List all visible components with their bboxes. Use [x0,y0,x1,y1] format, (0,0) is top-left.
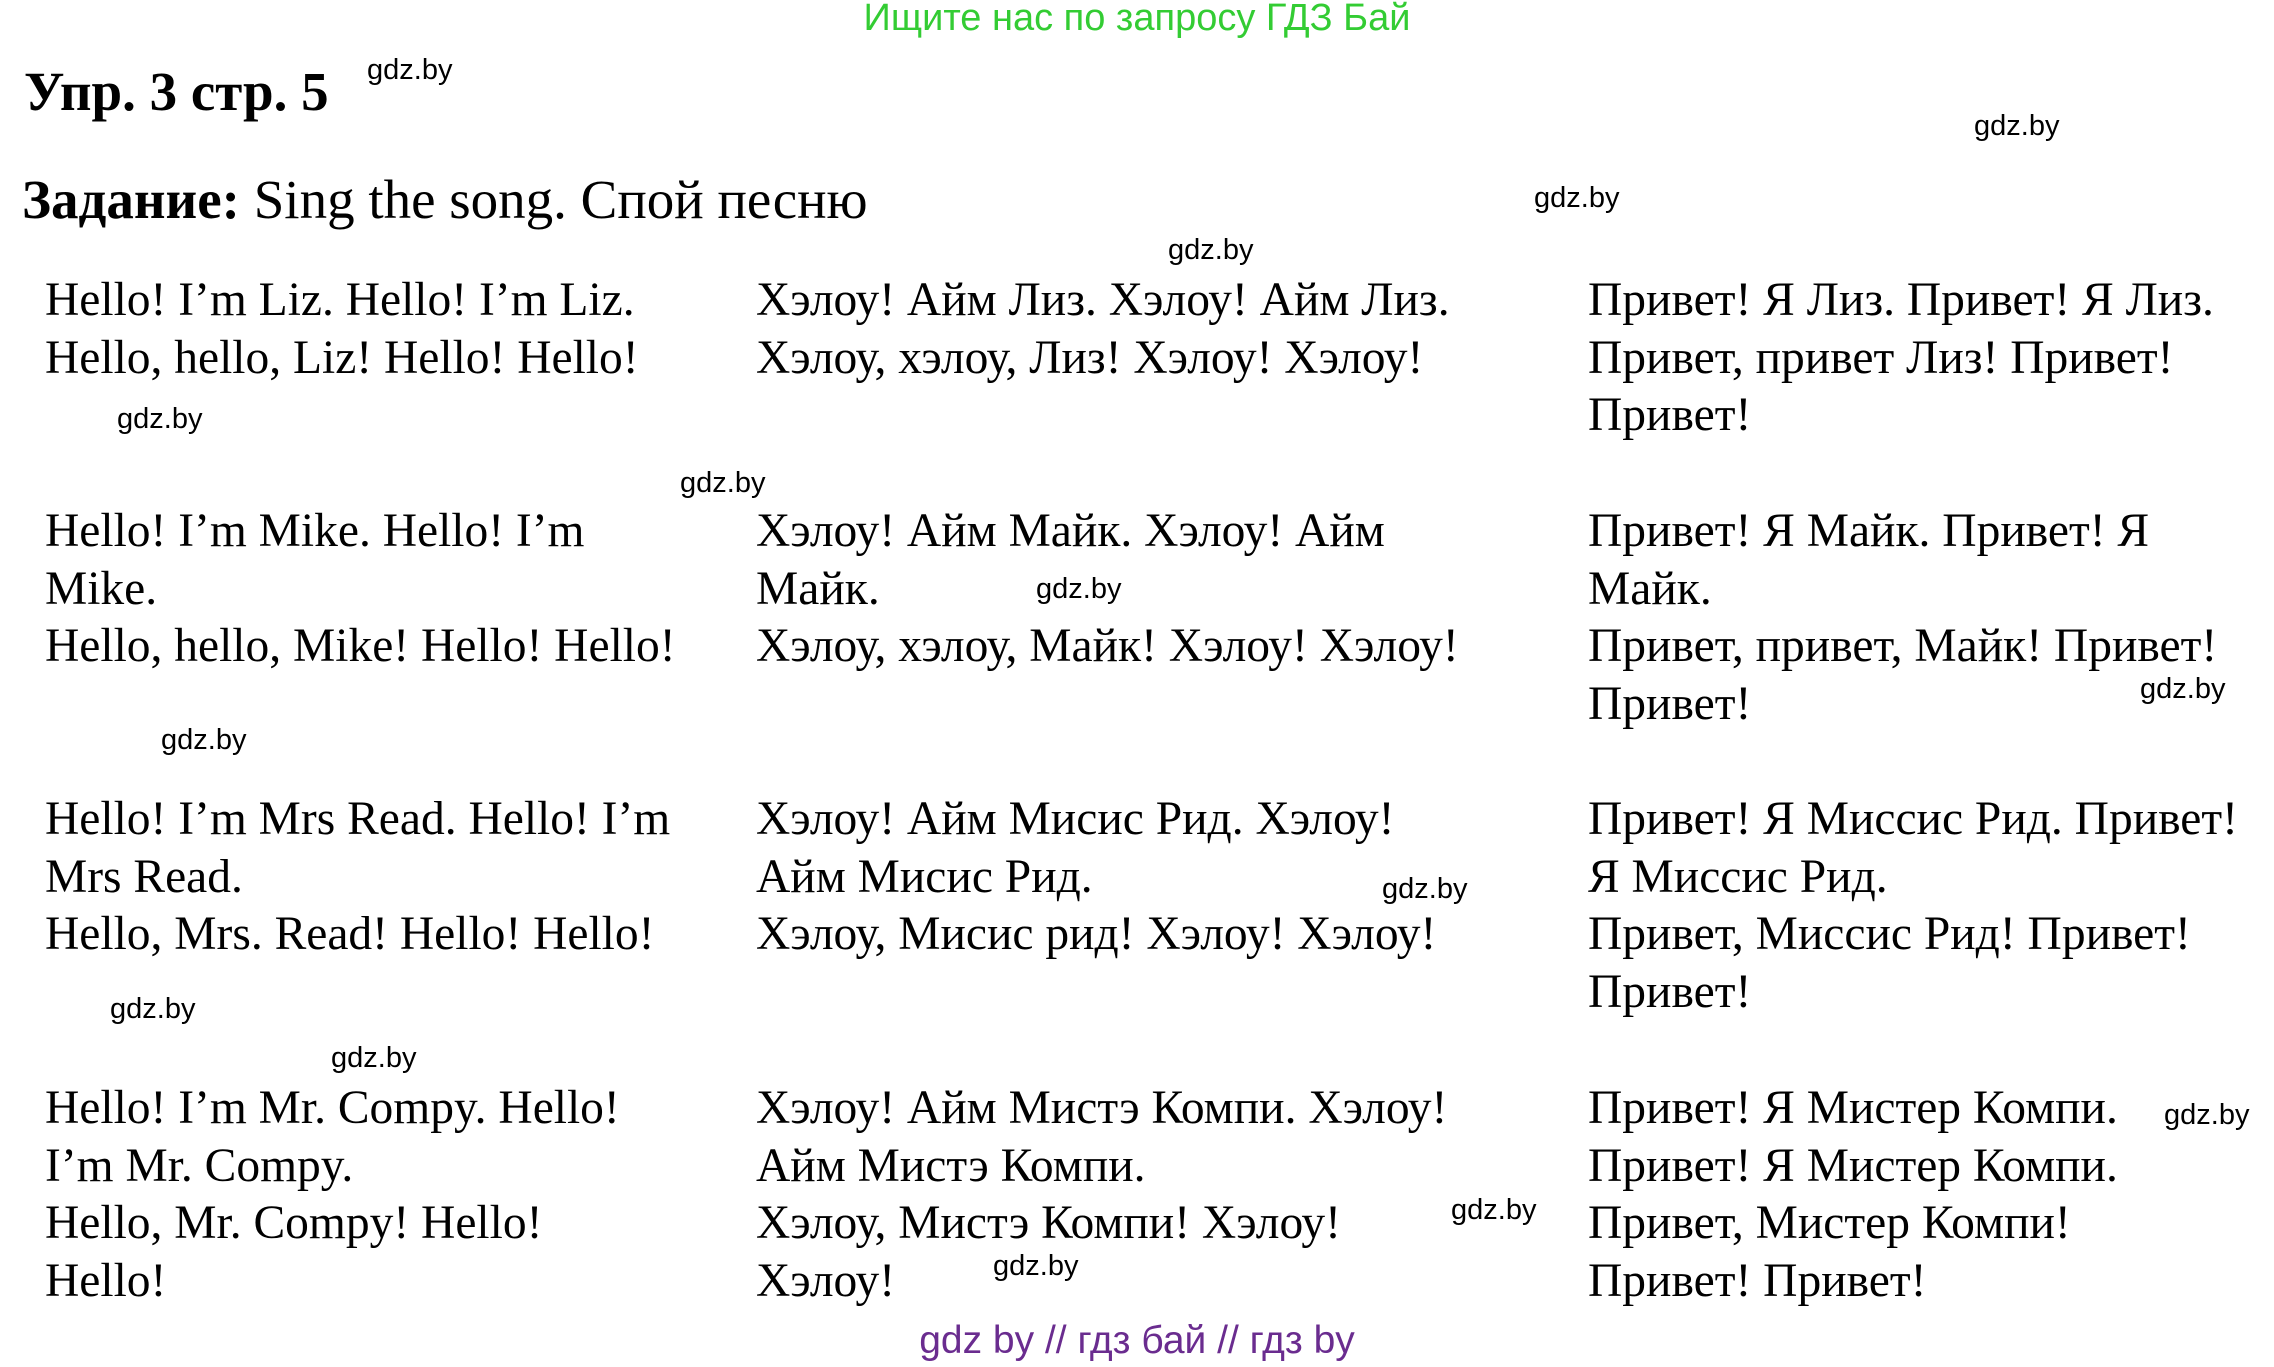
stanza-2-english [45,503,676,676]
task-line [22,168,868,232]
line: I’m Mr. Compy. [45,1139,354,1192]
stanza-1-transcription [756,272,1450,387]
stanza-3-translation [1588,791,2238,1021]
stanza-4-english [45,1080,620,1310]
line: Hello, Mrs. Read! Hello! Hello! [45,908,655,960]
line: Mrs Read. [45,850,243,903]
line: Привет! Я Лиз. Привет! Я Лиз. [1588,274,2214,326]
line: Привет! [1588,965,1752,1018]
line: Hello! I’m Mr. Compy. Hello! [45,1082,620,1134]
watermark: gdz.by [2140,673,2226,705]
line: Хэлоу, Мисис рид! Хэлоу! Хэлоу! [756,908,1437,960]
line: Хэлоу! Айм Мистэ Компи. Хэлоу! [756,1082,1448,1134]
line: Привет! Привет! [1588,1254,1927,1307]
line: Хэлоу, хэлоу, Майк! Хэлоу! Хэлоу! [756,620,1459,672]
line: Привет, Миссис Рид! Привет! [1588,908,2191,960]
watermark: gdz.by [1036,573,1122,605]
stanza-1-translation [1588,272,2214,445]
line: Привет! Я Мистер Компи. [1588,1082,2118,1134]
line: Привет, привет, Майк! Привет! [1588,620,2218,672]
line: Hello! I’m Mrs Read. Hello! I’m [45,793,671,845]
watermark: gdz.by [1168,234,1254,266]
line: Хэлоу, хэлоу, Лиз! Хэлоу! Хэлоу! [756,331,1424,384]
line: Хэлоу, Мистэ Компи! Хэлоу! [756,1197,1341,1249]
line: Хэлоу! [756,1254,896,1307]
watermark: gdz.by [110,993,196,1025]
task-label: Задание: [22,169,240,230]
stanza-4-transcription [756,1080,1447,1310]
task-text: Sing the song. Спой песню [239,169,868,230]
stanza-4-translation [1588,1080,2118,1310]
watermark: gdz.by [680,467,766,499]
line: Привет! Я Майк. Привет! Я [1588,505,2150,557]
watermark: gdz.by [367,54,453,86]
line: Hello, hello, Liz! Hello! Hello! [45,331,639,384]
stanza-1-english [45,272,639,387]
line: Майк. [756,562,880,615]
line: Привет! Я Миссис Рид. Привет! [1588,793,2238,845]
line: Hello! I’m Mike. Hello! I’m [45,505,585,557]
top-banner: Ищите нас по запросу ГДЗ Бай [863,0,1411,39]
line: Привет, привет Лиз! Привет! [1588,331,2174,384]
line: Айм Мистэ Компи. [756,1139,1146,1192]
line: Привет! [1588,677,1752,730]
line: Hello, hello, Mike! Hello! Hello! [45,620,676,672]
watermark: gdz.by [2164,1099,2250,1131]
line: Айм Мисис Рид. [756,850,1093,903]
line: Привет! [1588,389,1752,441]
line: Майк. [1588,562,1712,615]
line: Хэлоу! Айм Мисис Рид. Хэлоу! [756,793,1395,845]
line: Hello! I’m Liz. Hello! I’m Liz. [45,274,635,326]
exercise-title: Упр. 3 стр. 5 [24,61,329,122]
watermark: gdz.by [161,724,247,756]
line: Hello, Mr. Compy! Hello! [45,1197,543,1249]
line: Mike. [45,562,158,615]
watermark: gdz.by [117,403,203,435]
stanza-2-translation [1588,503,2217,733]
line: Я Миссис Рид. [1588,850,1888,903]
line: Hello! [45,1254,167,1307]
watermark: gdz.by [331,1042,417,1074]
watermark: gdz.by [1534,182,1620,214]
watermark: gdz.by [1451,1194,1537,1226]
line: Хэлоу! Айм Лиз. Хэлоу! Айм Лиз. [756,274,1450,326]
footer-links: gdz by // гдз бай // гдз by [919,1319,1355,1362]
watermark: gdz.by [1382,873,1468,905]
watermark: gdz.by [1974,110,2060,142]
watermark: gdz.by [993,1250,1079,1282]
line: Привет, Мистер Компи! [1588,1197,2071,1249]
stanza-3-transcription [756,791,1436,964]
line: Привет! Я Мистер Компи. [1588,1139,2118,1192]
line: Хэлоу! Айм Майк. Хэлоу! Айм [756,505,1385,557]
stanza-3-english [45,791,670,964]
